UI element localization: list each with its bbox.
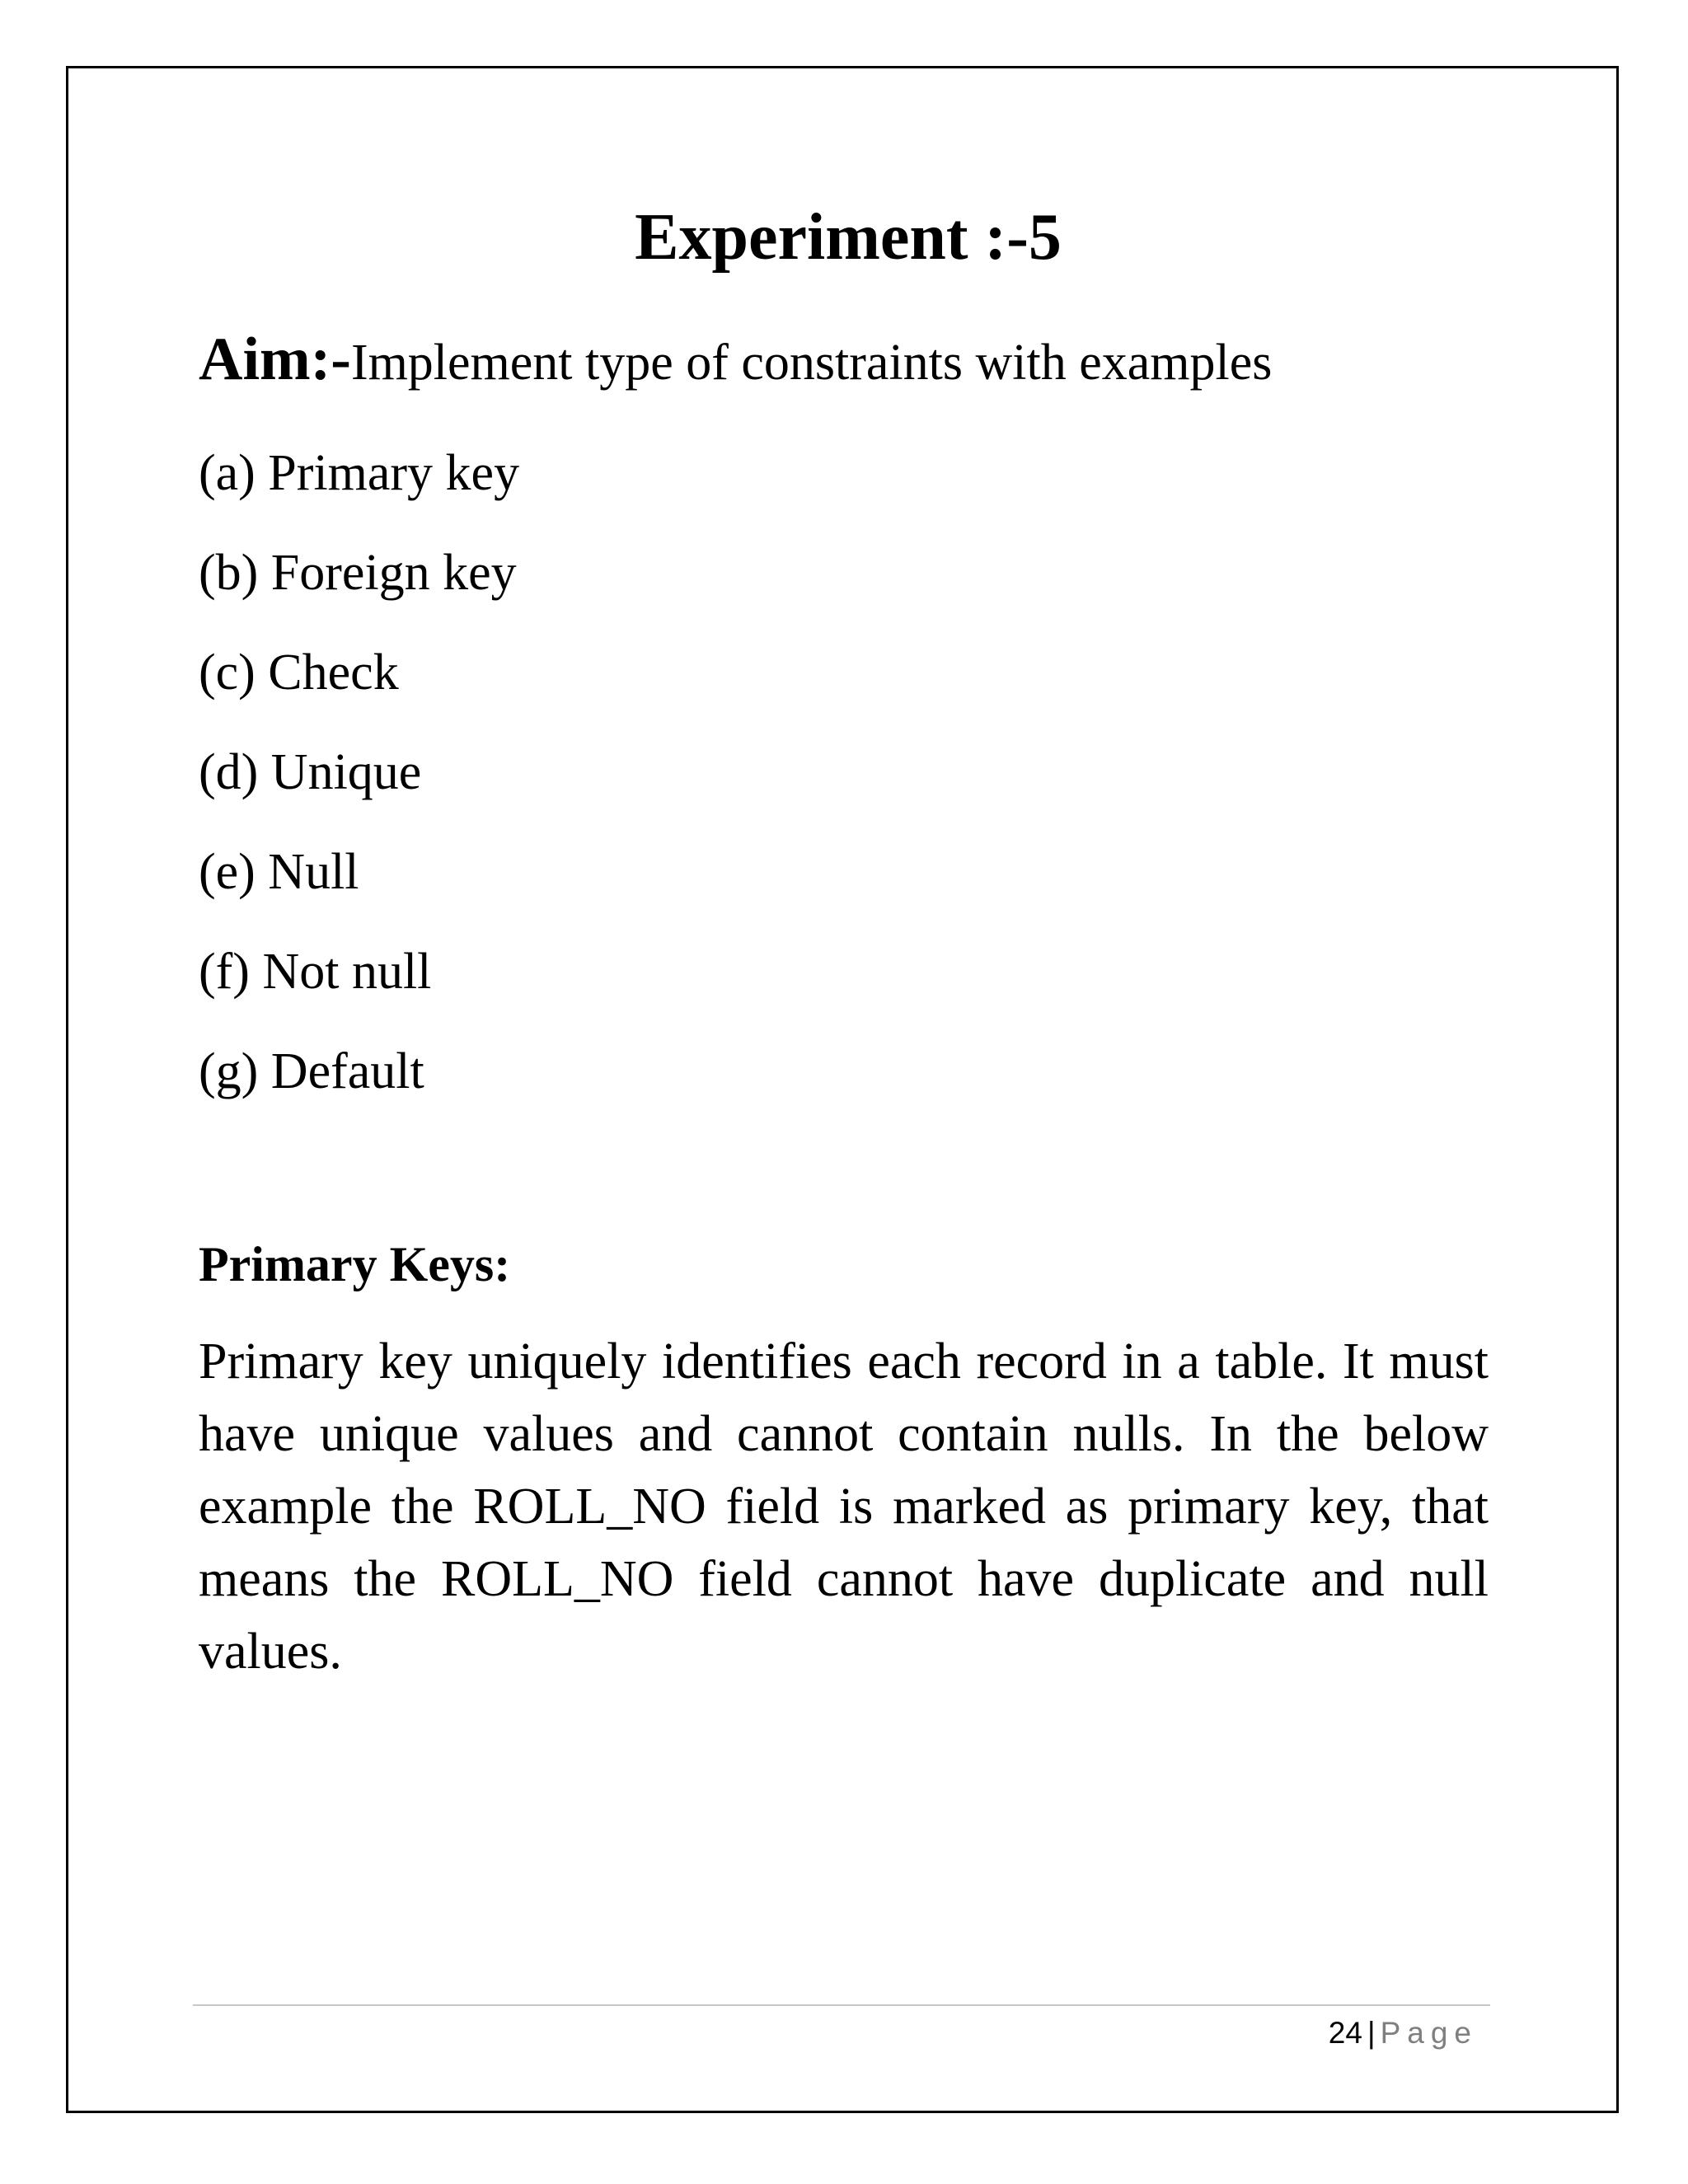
page-title: Experiment :-5 (635, 201, 1062, 274)
page-number: 24 (1328, 2016, 1362, 2050)
list-item: (c) Check (199, 644, 399, 701)
aim-line (199, 323, 1272, 396)
constraint-list (199, 424, 519, 1122)
aim-label: Aim:- (199, 326, 351, 393)
list-item: (b) Foreign key (199, 545, 517, 601)
footer-divider (193, 2004, 1490, 2006)
page-label: Page (1380, 2016, 1478, 2050)
footer-separator: | (1367, 2016, 1376, 2050)
list-item: (f) Not null (199, 944, 432, 1000)
aim-text: Implement type of constraints with examples (350, 335, 1273, 391)
page-footer (1329, 2015, 1478, 2051)
section-heading: Primary Keys: (199, 1237, 511, 1291)
list-item: (e) Null (199, 844, 359, 900)
list-item: (g) Default (199, 1043, 424, 1099)
list-item: (d) Unique (199, 744, 422, 800)
list-item: (a) Primary key (199, 445, 520, 501)
section-paragraph: Primary key uniquely identifies each record in a table. It must have unique values and cannot contain nulls. In the below example the ROLL_NO field is marked as primary key, that means the ROLL_NO field cannot have duplicate and null values. (199, 1333, 1489, 1680)
